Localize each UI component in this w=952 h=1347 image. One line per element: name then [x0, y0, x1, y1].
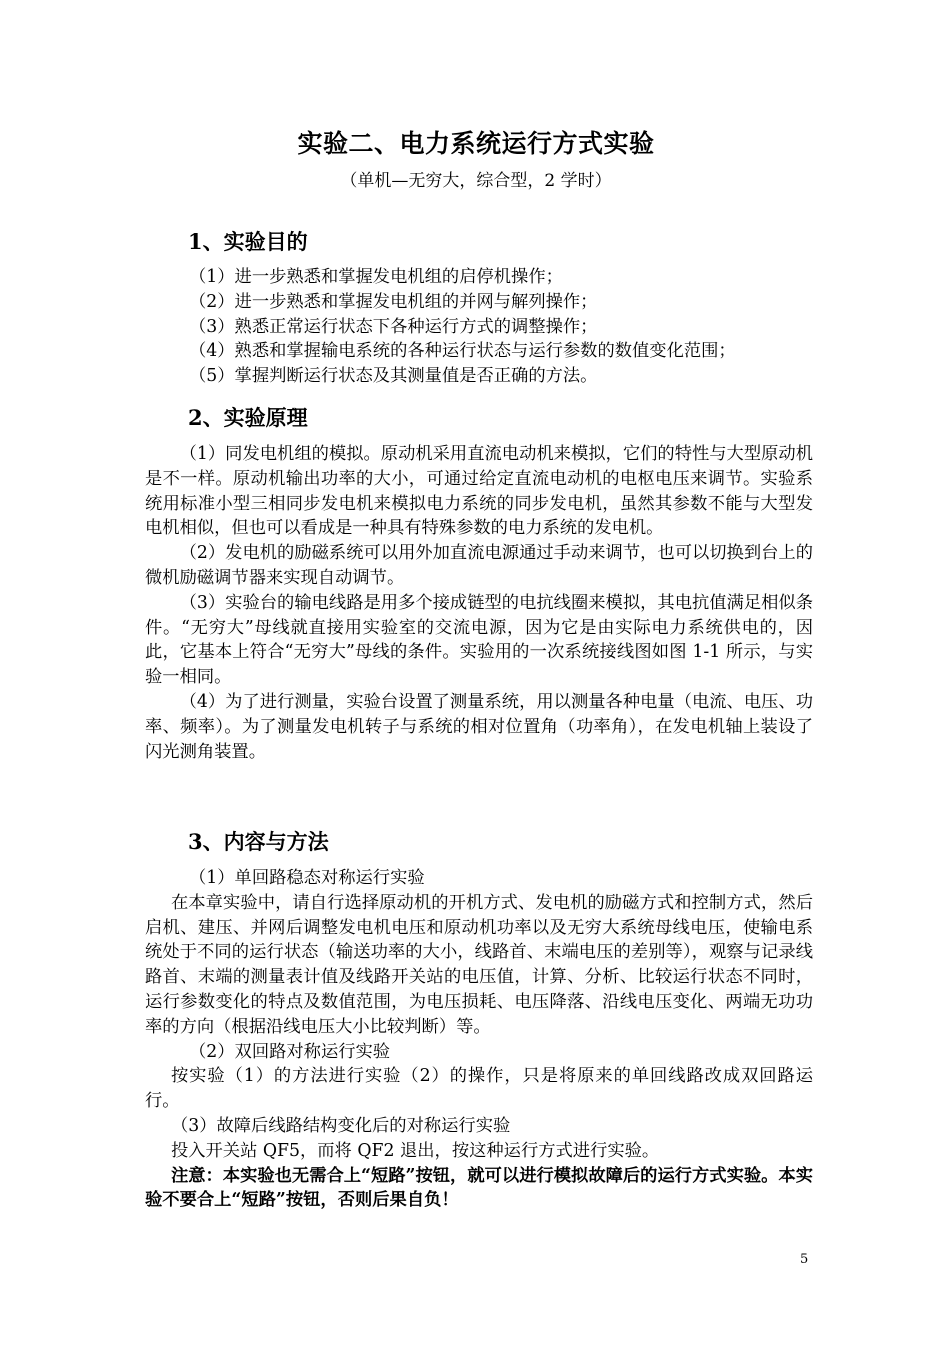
- list-item: （5）掌握判断运行状态及其测量值是否正确的方法。: [189, 366, 598, 387]
- paragraph: （1）同发电机组的模拟。原动机采用直流电动机来模拟，它们的特性与大型原动机是不一样。原动机输出功率的大小，可通过给定直流电动机的电枢电压来调节。实验系统用标准小型三相同步发电机来模拟电力系统的同步发电机，虽然其参数不能与大型发电机相似，但也可以看成是一种具有特殊参数的电力系统的发电机。: [145, 444, 813, 539]
- section-3-body: [145, 866, 813, 1213]
- warning-note: 注意：本实验也无需合上“短路”按钮，就可以进行模拟故障后的运行方式实验。本实验不要合上“短路”按钮，否则后果自负！: [145, 1165, 813, 1211]
- section-2-body: [145, 442, 813, 764]
- paragraph: 投入开关站 QF5，而将 QF2 退出，按这种运行方式进行实验。: [170, 1140, 660, 1161]
- section-3-heading: 3、内容与方法: [188, 829, 329, 854]
- subsection-title: （1）单回路稳态对称运行实验: [189, 868, 425, 888]
- list-item: （3）熟悉正常运行状态下各种运行方式的调整操作；: [189, 316, 598, 337]
- paragraph: （3）实验台的输电线路是用多个接成链型的电抗线圈来模拟，其电抗值满足相似条件。“无穷大”母线就直接用实验室的交流电源，因为它是由实际电力系统供电的，因此，它基本上符合“无穷大”母线的条件。实验用的一次系统接线图如图 1-1 所示，与实验一相同。: [145, 592, 813, 688]
- list-item: （1）进一步熟悉和掌握发电机组的启停机操作；: [189, 267, 563, 287]
- section-1-heading: 1、实验目的: [188, 229, 308, 254]
- page-subtitle: （单机—无穷大，综合型，2 学时）: [340, 171, 612, 191]
- paragraph: （2）发电机的励磁系统可以用外加直流电源通过手动来调节，也可以切换到台上的微机励磁调节器来实现自动调节。: [145, 543, 813, 588]
- paragraph: 按实验（1）的方法进行实验（2）的操作，只是将原来的单回线路改成双回路运行。: [145, 1066, 813, 1112]
- subsection-title: （2）双回路对称运行实验: [189, 1041, 391, 1062]
- section-1-list: [145, 265, 813, 389]
- page-title: 实验二、电力系统运行方式实验: [297, 129, 655, 158]
- subsection-title: （3）故障后线路结构变化后的对称运行实验: [170, 1115, 511, 1136]
- paragraph: （4）为了进行测量，实验台设置了测量系统，用以测量各种电量（电流、电压、功率、频率）。为了测量发电机转子与系统的相对位置角（功率角），在发电机轴上装设了闪光测角装置。: [145, 691, 813, 762]
- section-2-heading: 2、实验原理: [188, 405, 308, 430]
- list-item: （4）熟悉和掌握输电系统的各种运行状态与运行参数的数值变化范围；: [189, 341, 736, 362]
- page-number: 5: [800, 1252, 809, 1267]
- paragraph: 在本章实验中，请自行选择原动机的开机方式、发电机的励磁方式和控制方式，然后启机、建压、并网后调整发电机电压和原动机功率以及无穷大系统母线电压，使输电系统处于不同的运行状态（输送功率的大小，线路首、末端电压的差别等），观察与记录线路首、末端的测量表计值及线路开关站的电压值，计算、分析、比较运行状态不同时，运行参数变化的特点及数值范围，为电压损耗、电压降落、沿线电压变化、两端无功功率的方向（根据沿线电压大小比较判断）等。: [145, 892, 813, 1037]
- list-item: （2）进一步熟悉和掌握发电机组的并网与解列操作；: [189, 291, 598, 312]
